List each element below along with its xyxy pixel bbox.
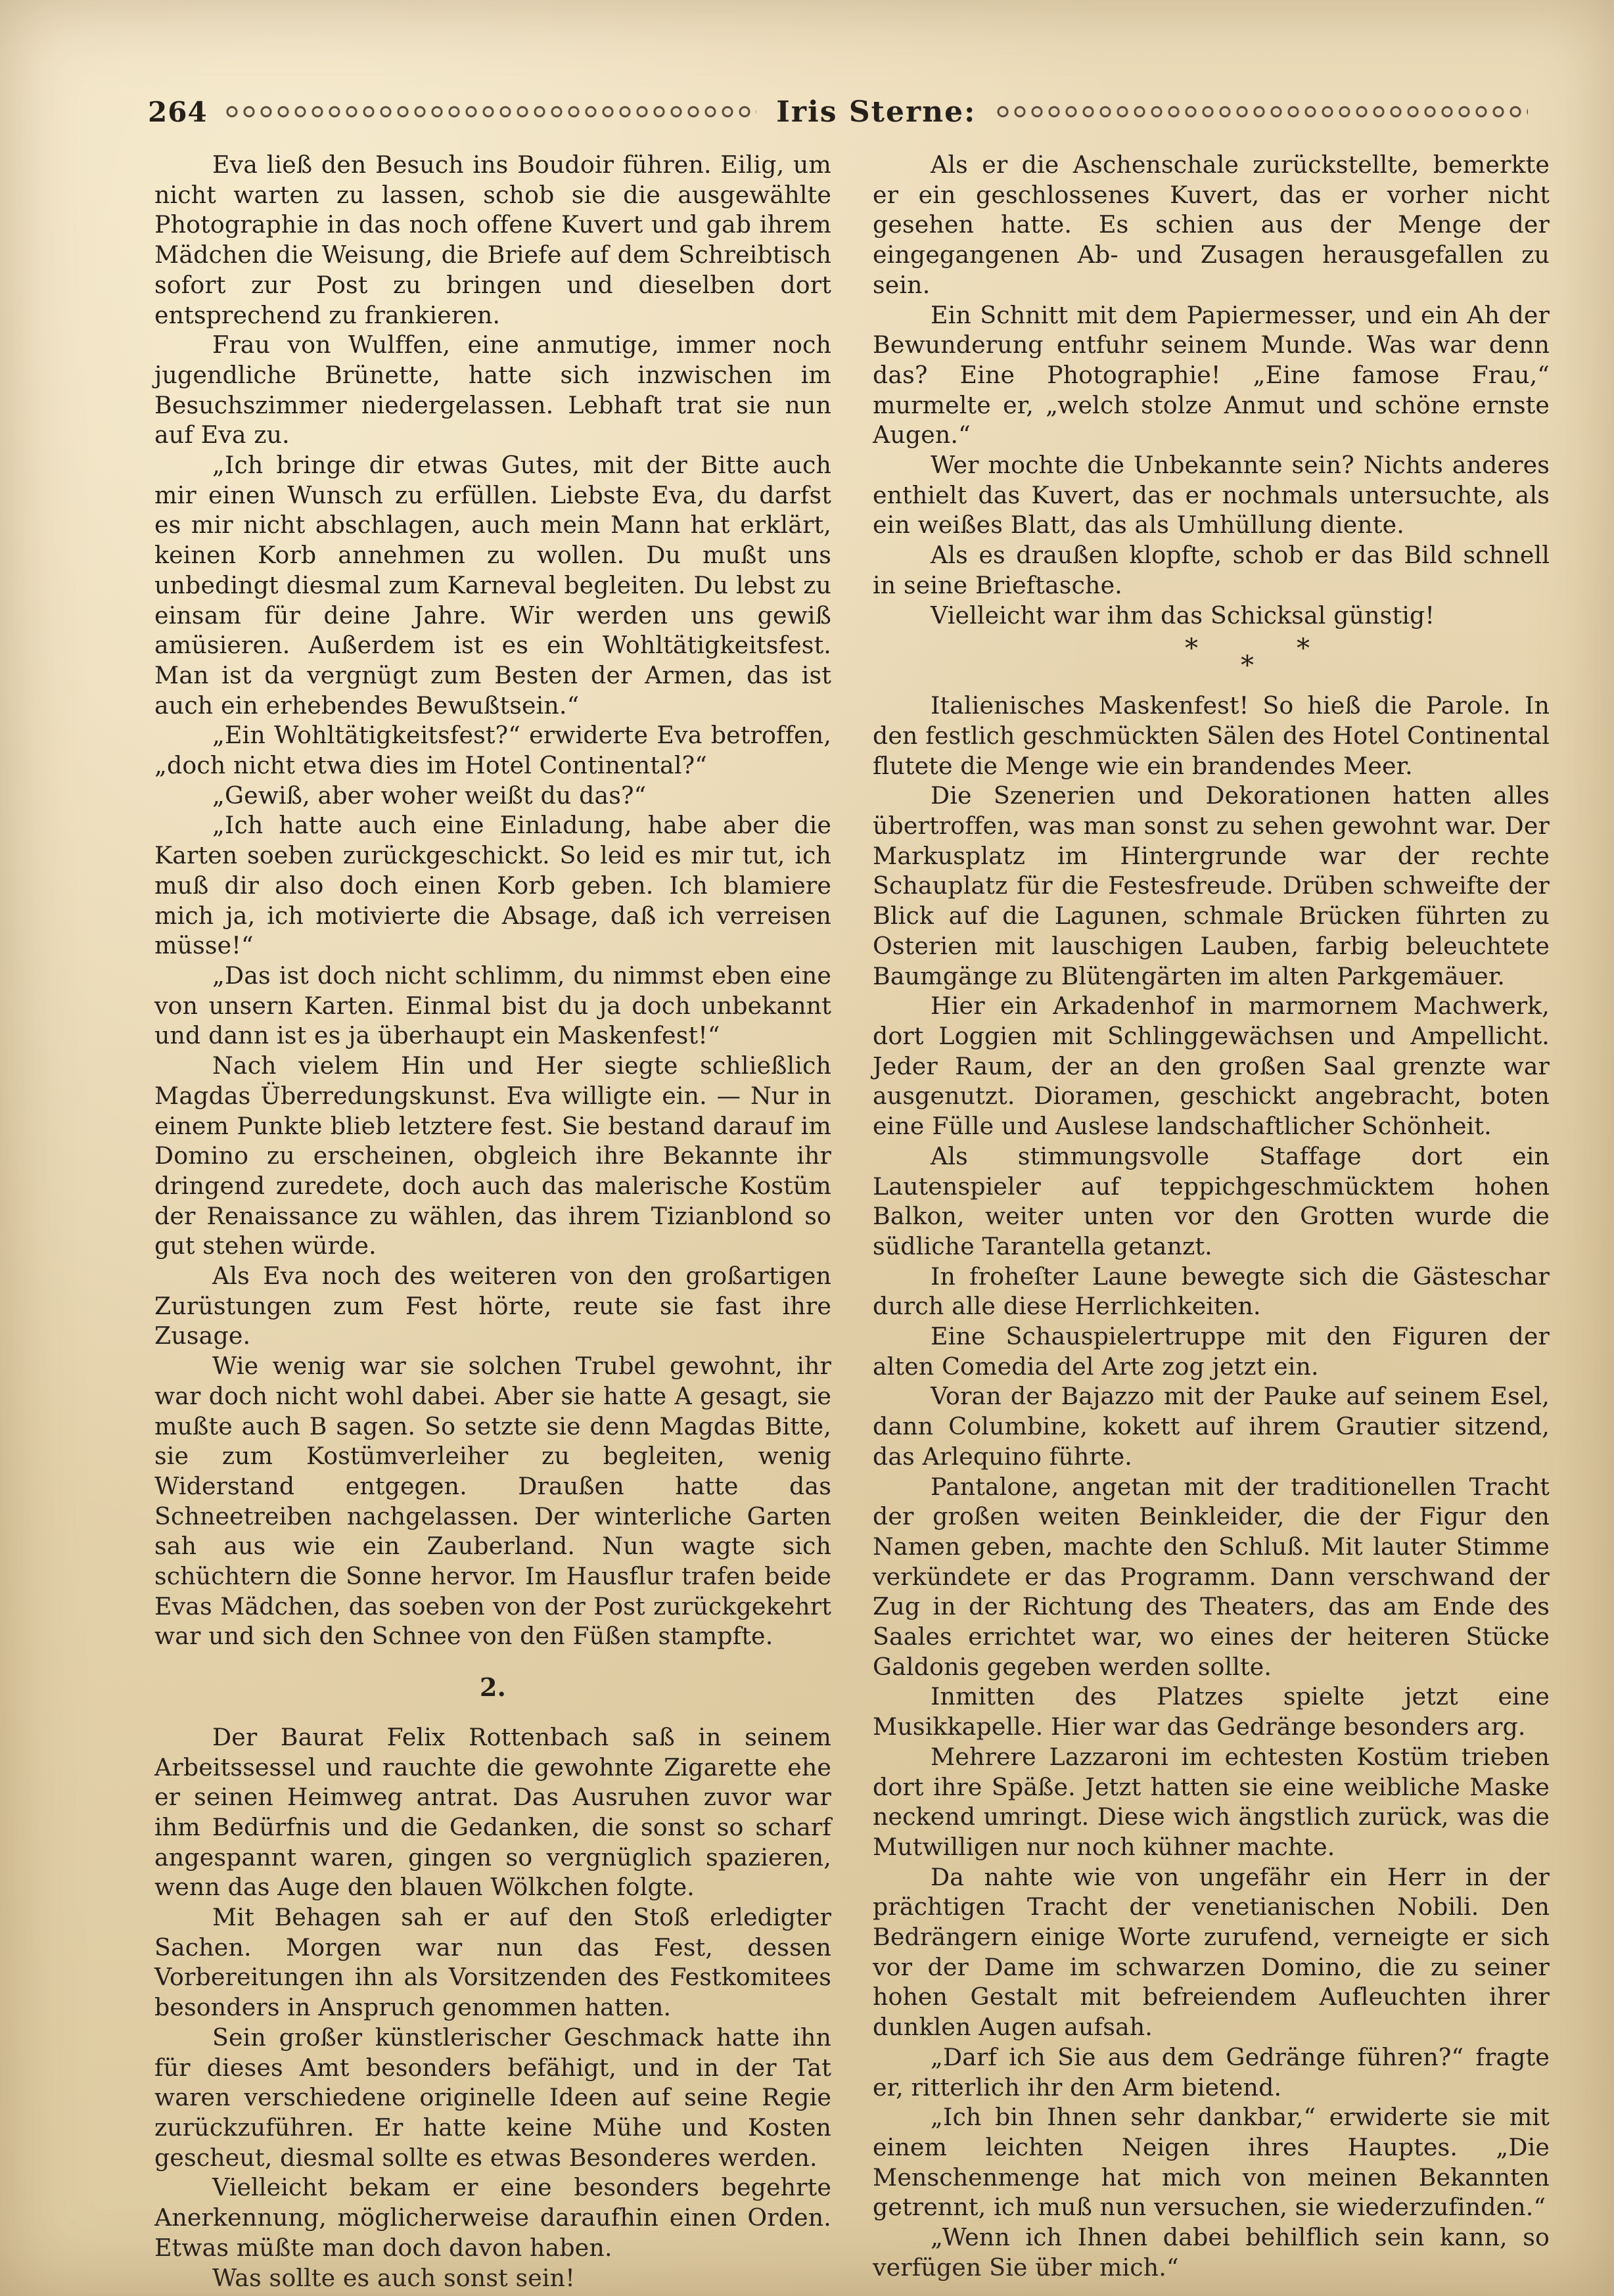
section-number: 2. (480, 1672, 506, 1703)
paragraph: „Gewiß, aber woher weißt du das?“ (212, 781, 647, 810)
paragraph: Als es draußen klopfte, schob er das Bild schnell in seine Brieftasche. (873, 541, 1550, 599)
paragraph: „Wenn ich Ihnen dabei behilflich sein kann, so verfügen Sie über mich.“ (873, 2223, 1550, 2282)
paragraph: Nach vielem Hin und Her siegte schließlich Magdas Überredungskunst. Eva willigte ein. — Nur in einem Punkte blieb letztere fest. Sie bestand darauf im Domino zu erscheinen, obgleich ihre Bekannte ihr dringend zuredete, doch auch das malerische Kostüm der Renaissance zu wählen, das ihrem Tizianblond so gut stehen würde. (154, 1051, 831, 1260)
paragraph: Wie wenig war sie solchen Trubel gewohnt, ihr war doch nicht wohl dabei. Aber sie hatte A gesagt, sie mußte auch B sagen. So setzte sie denn Magdas Bitte, sie zum Kostümverleiher zu begleiten, wenig Widerstand entgegen. Draußen hatte das Schneetreiben nachgelassen. Der winterliche Garten sah aus wie ein Zauberland. Nun wagte sich schüchtern die Sonne hervor. Im Hausflur trafen beide Evas Mädchen, das soeben von der Post zurückgekehrt war und sich den Schnee von den Füßen stampfte. (154, 1352, 831, 1651)
paragraph: Eva ließ den Besuch ins Boudoir führen. Eilig, um nicht warten zu lassen, schob sie die ausgewählte Photographie in das noch offene Kuvert und gab ihrem Mädchen die Weisung, die Briefe auf dem Schreibtisch sofort zur Post zu bringen und dieselben dort entsprechend zu frankieren. (154, 150, 831, 329)
asterisk: * (1241, 651, 1255, 681)
paragraph: Als stimmungsvolle Staffage dort ein Lautenspieler auf teppichgeschmücktem hohen Balkon, weiter unten vor den Grotten wurde die südliche Tarantella getanzt. (873, 1141, 1550, 1260)
paragraph: Voran der Bajazzo mit der Pauke auf seinem Esel, dann Columbine, kokett auf ihrem Grautier sitzend, das Arlequino führte. (873, 1382, 1550, 1471)
paragraph: Pantalone, angetan mit der traditionellen Tracht der großen weiten Beinkleider, die der Figur den Namen geben, machte den Schluß. Mit lauter Stimme verkündete er das Programm. Dann verschwand der Zug in der Richtung des Theaters, das am Ende des Saales errichtet war, wo eines der heiteren Stücke Galdonis gegeben werden sollte. (873, 1472, 1550, 1681)
paragraph: Ein Schnitt mit dem Papiermesser, und ein Ah der Bewunderung entfuhr seinem Munde. Was war denn das? Eine Photographie! „Eine famose Frau,“ murmelte er, „welch stolze Anmut und schöne ernste Augen.“ (873, 300, 1550, 449)
paragraph: Eine Schauspielertruppe mit den Figuren der alten Comedia del Arte zog jetzt ein. (873, 1322, 1550, 1381)
paragraph: „Ein Wohltätigkeitsfest?“ erwiderte Eva betroffen, „doch nicht etwa dies im Hotel Continental?“ (154, 721, 831, 780)
page-header (148, 92, 1528, 131)
ornament-rule-right (996, 104, 1528, 119)
paragraph: Inmitten des Platzes spielte jetzt eine Musikkapelle. Hier war das Gedränge besonders arg. (873, 1682, 1550, 1741)
page-number: 264 (148, 95, 208, 128)
paragraph: Als er die Aschenschale zurückstellte, bemerkte er ein geschlossenes Kuvert, das er vorher nicht gesehen hatte. Es schien aus der Menge der eingegangenen Ab- und Zusagen herausgefallen zu sein. (873, 150, 1550, 299)
paragraph: Mehrere Lazzaroni im echtesten Kostüm trieben dort ihre Späße. Jetzt hatten sie eine weibliche Maske neckend umringt. Diese wich ängstlich zurück, was die Mutwilligen nur noch kühner machte. (873, 1742, 1550, 1861)
running-title: Iris Sterne: (776, 95, 977, 129)
paragraph: „Ich hatte auch eine Einladung, habe aber die Karten soeben zurückgeschickt. So leid es mir tut, ich muß dir also doch einen Korb geben. Ich blamiere mich ja, ich motivierte die Absage, daß ich verreisen müsse!“ (154, 811, 831, 960)
paragraph: Da nahte wie von ungefähr ein Herr in der prächtigen Tracht der venetianischen Nobili. Den Bedrängern einige Worte zurufend, verneigte er sich vor der Dame im schwarzen Domino, die zu seiner hohen Gestalt mit befreiendem Aufleuchten ihrer dunklen Augen aufsah. (873, 1862, 1550, 2042)
paragraph: Vielleicht war ihm das Schicksal günstig! (931, 601, 1435, 630)
asterisk: * (1297, 633, 1310, 664)
paragraph: In froheſter Laune bewegte sich die Gästeschar durch alle diese Herrlichkeiten. (873, 1262, 1550, 1321)
paragraph: Der Baurat Felix Rottenbach saß in seinem Arbeitssessel und rauchte die gewohnte Zigarette ehe er seinen Heimweg antrat. Das Ausruhen zuvor war ihm Bedürfnis und die Gedanken, die sonst so scharf angespannt waren, gingen so vergnüglich spazieren, wenn das Auge den blauen Wölkchen folgte. (154, 1722, 831, 1902)
ornament-rule-left (225, 104, 757, 119)
scene-break (873, 630, 1550, 691)
asterisk: * (1185, 633, 1199, 664)
paragraph: Italienisches Maskenfest! So hieß die Parole. In den festlich geschmückten Sälen des Hotel Continental flutete die Menge wie ein brandendes Meer. (873, 691, 1550, 780)
paragraph: Als Eva noch des weiteren von den großartigen Zurüstungen zum Fest hörte, reute sie fast ihre Zusage. (154, 1262, 831, 1350)
paragraph: Vielleicht bekam er eine besonders begehrte Anerkennung, möglicherweise daraufhin einen Orden. Etwas müßte man doch davon haben. (154, 2173, 831, 2262)
paragraph: „Ich bringe dir etwas Gutes, mit der Bitte auch mir einen Wunsch zu erfüllen. Liebste Eva, du darfst es mir nicht abschlagen, auch mein Mann hat erklärt, keinen Korb annehmen zu wollen. Du mußt uns unbedingt diesmal zum Karneval begleiten. Du lebst zu einsam für deine Jahre. Wir werden uns gewiß amüsieren. Außerdem ist es ein Wohltätigkeitsfest. Man ist da vergnügt zum Besten der Armen, das ist auch ein erhebendes Bewußtsein.“ (154, 451, 831, 720)
paragraph: Frau von Wulffen, eine anmutige, immer noch jugendliche Brünette, hatte sich inzwischen im Besuchszimmer niedergelassen. Lebhaft trat sie nun auf Eva zu. (154, 331, 831, 449)
paragraph: „Ich bin Ihnen sehr dankbar,“ erwiderte sie mit einem leichten Neigen ihres Hauptes. „Die Menschenmenge hat mich von meinen Bekannten getrennt, ich muß nun versuchen, sie wiederzufinden.“ (873, 2103, 1550, 2222)
paragraph: Mit Behagen sah er auf den Stoß erledigter Sachen. Morgen war nun das Fest, dessen Vorbereitungen ihn als Vorsitzenden des Festkomitees besonders in Anspruch genommen hatten. (154, 1903, 831, 2022)
right-column (873, 150, 1550, 2283)
paragraph: Sein großer künstlerischer Geschmack hatte ihn für dieses Amt besonders befähigt, und in der Tat waren verschiedene originelle Ideen auf seine Regie zurückzuführen. Er hatte keine Mühe und Kosten gescheut, diesmal sollte es etwas Besonderes werden. (154, 2023, 831, 2172)
paragraph: Die Szenerien und Dekorationen hatten alles übertroffen, was man sonst zu sehen gewohnt war. Der Markusplatz im Hintergrunde war der rechte Schauplatz für die Festesfreude. Drüben schweifte der Blick auf die Lagunen, schmale Brücken führten zu Osterien mit lauschigen Lauben, farbig beleuchtete Baumgänge zu Blütengärten im alten Parkgemäuer. (873, 781, 1550, 990)
paragraph: „Darf ich Sie aus dem Gedränge führen?“ fragte er, ritterlich ihr den Arm bietend. (873, 2042, 1550, 2101)
paragraph: Was sollte es auch sonst sein! (212, 2263, 575, 2292)
paragraph: Wer mochte die Unbekannte sein? Nichts anderes enthielt das Kuvert, das er nochmals untersuchte, als ein weißes Blatt, das als Umhüllung diente. (873, 451, 1550, 540)
paragraph: Hier ein Arkadenhof in marmornem Machwerk, dort Loggien mit Schlinggewächsen und Ampellicht. Jeder Raum, der an den großen Saal grenzte war ausgenutzt. Dioramen, geschickt angebracht, boten eine Fülle und Auslese landschaftlicher Schönheit. (873, 992, 1550, 1141)
left-column (154, 150, 831, 2293)
paragraph: „Das ist doch nicht schlimm, du nimmst eben eine von unsern Karten. Einmal bist du ja doch unbekannt und dann ist es ja überhaupt ein Maskenfest!“ (154, 961, 831, 1050)
